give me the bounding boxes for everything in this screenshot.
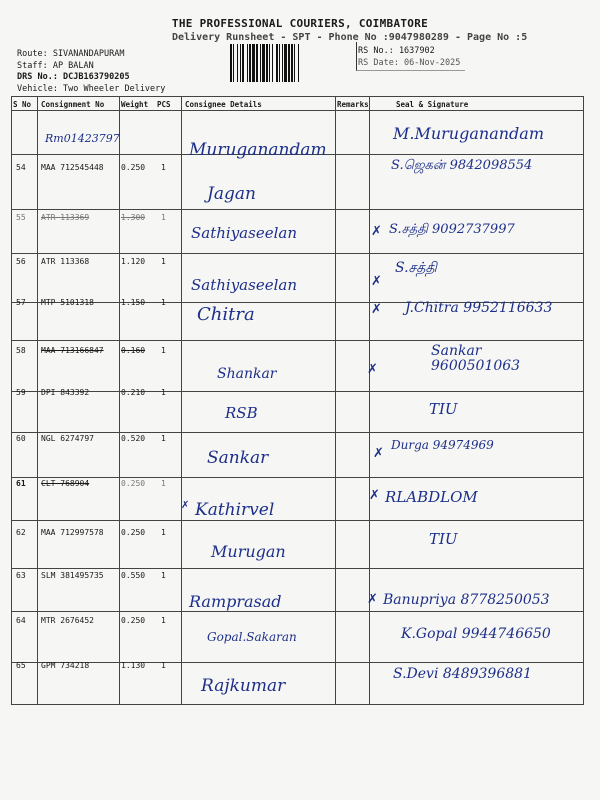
consignment-cell: ATR 113369	[41, 213, 90, 222]
col-sno: S No	[13, 100, 32, 109]
handwritten-signature: Banupriya 8778250053	[383, 592, 550, 608]
consignment-cell: MTR 2676452	[41, 616, 94, 625]
handwritten-name: Gopal.Sakaran	[207, 630, 297, 644]
x-mark-icon: ✗	[371, 302, 382, 317]
sno-cell: 60	[16, 434, 26, 443]
consignment-cell: MTP 5101318	[41, 298, 94, 307]
weight-cell: 0.160	[121, 346, 146, 355]
handwritten-signature: S.Devi 8489396881	[393, 666, 532, 682]
handwritten-name: Rajkumar	[201, 676, 286, 696]
handwritten-signature: M.Muruganandam	[393, 124, 544, 143]
handwritten-name: Muruganandam	[189, 140, 327, 160]
handwritten-signature: RLABDLOM	[385, 488, 478, 506]
rs-number: RS No.: 1637902	[358, 46, 435, 56]
consignment-cell: MAA 712997578	[41, 528, 104, 537]
handwritten-name: Shankar	[217, 366, 277, 382]
x-mark-icon: ✗	[371, 274, 382, 289]
handwritten-signature: K.Gopal 9944746650	[401, 626, 551, 642]
consignment-cell: DPI 843392	[41, 388, 90, 397]
consignment-cell: SLM 381495735	[41, 571, 104, 580]
weight-cell: 1.300	[121, 213, 146, 222]
handwritten-signature: Durga 94974969	[391, 438, 494, 452]
weight-cell: 0.250	[121, 479, 146, 488]
sno-cell: 58	[16, 346, 26, 355]
consignment-cell: MAA 712545448	[41, 163, 104, 172]
consignment-cell: CLT 768904	[41, 479, 90, 488]
drs-text: DRS No.: DCJB163790205	[17, 72, 130, 82]
weight-cell: 0.250	[121, 616, 146, 625]
x-mark-icon: ✗	[373, 446, 384, 461]
handwritten-signature: J.Chitra 9952116633	[405, 300, 553, 316]
sno-cell: 55	[16, 213, 26, 222]
weight-cell: 0.550	[121, 571, 146, 580]
barcode-image	[228, 44, 354, 82]
weight-cell: 1.120	[121, 257, 146, 266]
x-mark-icon: ✗	[367, 362, 378, 377]
col-remarks: Remarks	[337, 100, 369, 109]
sno-cell: 54	[16, 163, 26, 172]
pcs-cell: 1	[161, 479, 166, 488]
col-pcs: PCS	[157, 100, 171, 109]
pcs-cell: 1	[161, 388, 166, 397]
pcs-cell: 1	[161, 346, 166, 355]
x-mark-icon: ✗	[181, 500, 190, 511]
sno-cell: 59	[16, 388, 26, 397]
sno-cell: 56	[16, 257, 26, 266]
handwritten-name: Chitra	[197, 304, 255, 325]
pcs-cell: 1	[161, 213, 166, 222]
pcs-cell: 1	[161, 571, 166, 580]
handwritten-signature: S.ஜெகன் 9842098554	[391, 158, 533, 173]
weight-cell: 0.210	[121, 388, 146, 397]
handwritten-name: Sathiyaseelan	[191, 276, 297, 294]
sno-cell: 62	[16, 528, 26, 537]
weight-cell: 0.250	[121, 163, 146, 172]
consignment-cell: GPM 734218	[41, 661, 90, 670]
handwritten-signature: S.சத்தி	[395, 260, 437, 276]
handwritten-consignment: Rm01423797	[45, 132, 120, 145]
route-text: Route: SIVANANDAPURAM	[17, 49, 125, 59]
page-title: THE PROFESSIONAL COURIERS, COIMBATORE	[171, 17, 429, 30]
x-mark-icon: ✗	[367, 592, 378, 607]
col-weight: Weight	[121, 100, 149, 109]
rs-info	[358, 45, 460, 69]
pcs-cell: 1	[161, 257, 166, 266]
weight-cell: 0.520	[121, 434, 146, 443]
sno-cell: 65	[16, 661, 26, 670]
runsheet-info	[17, 49, 165, 95]
handwritten-name: Sathiyaseelan	[191, 224, 297, 242]
handwritten-name: RSB	[225, 404, 258, 422]
col-consignee: Consignee Details	[185, 100, 262, 109]
handwritten-signature: TIU	[429, 400, 458, 418]
pcs-cell: 1	[161, 434, 166, 443]
x-mark-icon: ✗	[371, 224, 382, 239]
pcs-cell: 1	[161, 616, 166, 625]
col-seal: Seal & Signature	[396, 100, 469, 109]
weight-cell: 1.130	[121, 661, 146, 670]
col-consignment: Consignment No	[41, 100, 105, 109]
handwritten-name: Sankar	[207, 448, 269, 468]
sno-cell: 61	[16, 479, 26, 488]
handwritten-name: Murugan	[211, 542, 286, 561]
vehicle-text: Vehicle: Two Wheeler Delivery	[17, 83, 166, 94]
page-subtitle: Delivery Runsheet - SPT - Phone No :9047980289 - Page No :5	[172, 32, 528, 43]
consignment-cell: MAA 713166847	[41, 346, 104, 355]
rs-date: RS Date: 06-Nov-2025	[358, 58, 461, 68]
handwritten-name: Ramprasad	[189, 592, 282, 611]
consignment-cell: NGL 6274797	[41, 434, 94, 443]
pcs-cell: 1	[161, 528, 166, 537]
pcs-cell: 1	[161, 163, 166, 172]
handwritten-signature: Sankar 9600501063	[431, 343, 521, 374]
pcs-cell: 1	[161, 661, 166, 670]
sno-cell: 64	[16, 616, 26, 625]
consignment-cell: ATR 113368	[41, 257, 90, 266]
staff-text: Staff: AP BALAN	[17, 60, 94, 71]
x-mark-icon: ✗	[369, 488, 380, 503]
handwritten-signature: TIU	[429, 530, 458, 548]
weight-cell: 0.250	[121, 528, 146, 537]
handwritten-signature: S.சத்தி 9092737997	[389, 222, 515, 237]
sno-cell: 63	[16, 571, 26, 580]
weight-cell: 1.150	[121, 298, 146, 307]
handwritten-name: Kathirvel	[195, 500, 275, 520]
handwritten-name: Jagan	[207, 184, 256, 204]
sno-cell: 57	[16, 298, 26, 307]
pcs-cell: 1	[161, 298, 166, 307]
runsheet-table	[11, 96, 584, 705]
